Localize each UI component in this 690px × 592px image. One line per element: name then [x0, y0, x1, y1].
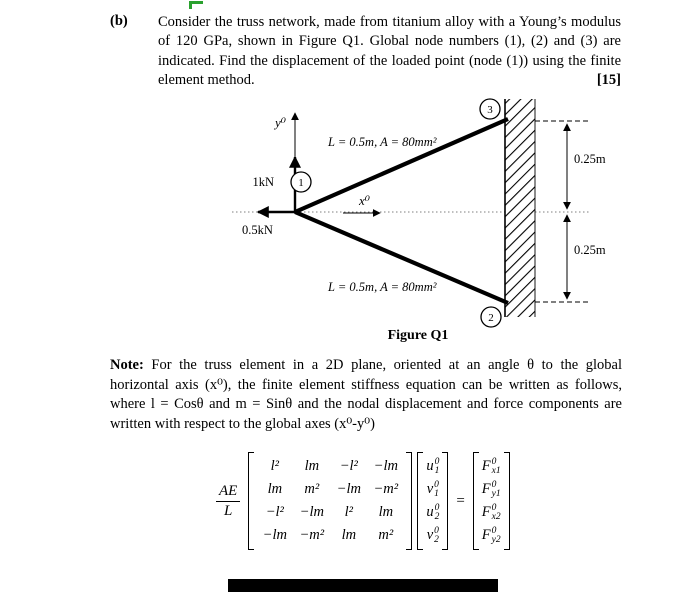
dim-top-label: 0.25m: [574, 152, 606, 166]
matrix-cell: lm: [341, 527, 357, 543]
note-text: [110, 356, 622, 434]
right-bracket: [504, 452, 510, 550]
right-bracket: [442, 452, 448, 550]
matrix-cell: −lm: [299, 504, 324, 520]
displacement-vector: [417, 452, 448, 550]
note-line: Note: For the truss element in a 2D plane, oriented at an angle θ to the global: [110, 357, 622, 373]
matrix-cell: lm: [267, 481, 283, 497]
equals-sign: =: [456, 492, 465, 509]
displacement-component: v 0 1: [426, 480, 439, 499]
node-3: [480, 99, 500, 119]
force-05kN-label: 0.5kN: [242, 223, 273, 237]
node-1: [291, 172, 311, 192]
matrix-cell: −m²: [299, 527, 325, 543]
truss-member-top: [295, 119, 508, 212]
note-label: Note:: [110, 357, 152, 373]
figure-caption: Figure Q1: [387, 328, 449, 343]
displacement-component: u 0 1: [426, 457, 440, 476]
y-axis-label: y⁰: [275, 115, 286, 130]
truss-figure: [228, 97, 608, 349]
question-line: Consider the truss network, made from titanium alloy with a Young’s modulus: [158, 14, 621, 30]
wall-support: [505, 99, 535, 317]
node-2: [481, 307, 501, 327]
node-1-label: 1: [298, 177, 304, 189]
force-vector: [473, 452, 510, 550]
node-2-label: 2: [488, 312, 494, 324]
matrix-cell: −lm: [373, 458, 398, 474]
fraction-denominator: L: [223, 502, 233, 519]
matrix-cell: −l²: [339, 458, 358, 474]
question-text: [158, 13, 621, 91]
force-component: F 0 y2: [481, 526, 501, 545]
dim-bottom-label: 0.25m: [574, 243, 606, 257]
member-top-label: L = 0.5m, A = 80mm²: [328, 135, 437, 149]
displacement-component: u 0 2: [426, 503, 440, 522]
coefficient-fraction: [216, 483, 240, 520]
force-component: F 0 y1: [481, 480, 501, 499]
matrix-cell: m²: [304, 481, 320, 497]
fraction-numerator: AE: [216, 483, 240, 502]
stiffness-equation: [216, 450, 510, 552]
right-bracket: [406, 452, 412, 550]
question-line: of 120 GPa, shown in Figure Q1. Global node numbers (1), (2) and (3) are: [158, 33, 621, 50]
force-component: F 0 x1: [481, 457, 501, 476]
matrix-cell: l²: [270, 458, 280, 474]
matrix-cell: l²: [344, 504, 354, 520]
member-bottom-label: L = 0.5m, A = 80mm²: [328, 280, 437, 294]
note-line: written with respect to the global axes (x⁰-y⁰): [110, 415, 375, 432]
matrix-cell: −lm: [262, 527, 287, 543]
matrix-cell: −lm: [336, 481, 361, 497]
force-1kN-label: 1kN: [252, 175, 274, 189]
figure: [228, 97, 608, 349]
matrix-cell: −l²: [265, 504, 284, 520]
matrix-cell: m²: [378, 527, 394, 543]
force-component: F 0 x2: [481, 503, 501, 522]
node-3-label: 3: [487, 104, 493, 116]
note-line: horizontal axis (x⁰), the finite element stiffness equation can be written as follows,: [110, 376, 622, 393]
matrix-cell: lm: [378, 504, 394, 520]
stiffness-matrix: [248, 452, 412, 550]
x-axis-label: x⁰: [359, 193, 370, 208]
matrix-cell: −m²: [373, 481, 399, 497]
redaction-bar: [228, 579, 498, 592]
part-label: (b): [110, 13, 128, 29]
matrix-cell: lm: [304, 458, 320, 474]
note-line: where l = Cosθ and m = Sinθ and the nodal displacement and force components are: [110, 396, 622, 413]
scan-artifact: [189, 1, 203, 9]
question-line: element method. [15]: [158, 71, 621, 90]
displacement-component: v 0 2: [426, 526, 439, 545]
question-line: indicated. Find the displacement of the loaded point (node (1)) using the finite: [158, 52, 621, 69]
marks-badge: [15]: [596, 72, 621, 89]
